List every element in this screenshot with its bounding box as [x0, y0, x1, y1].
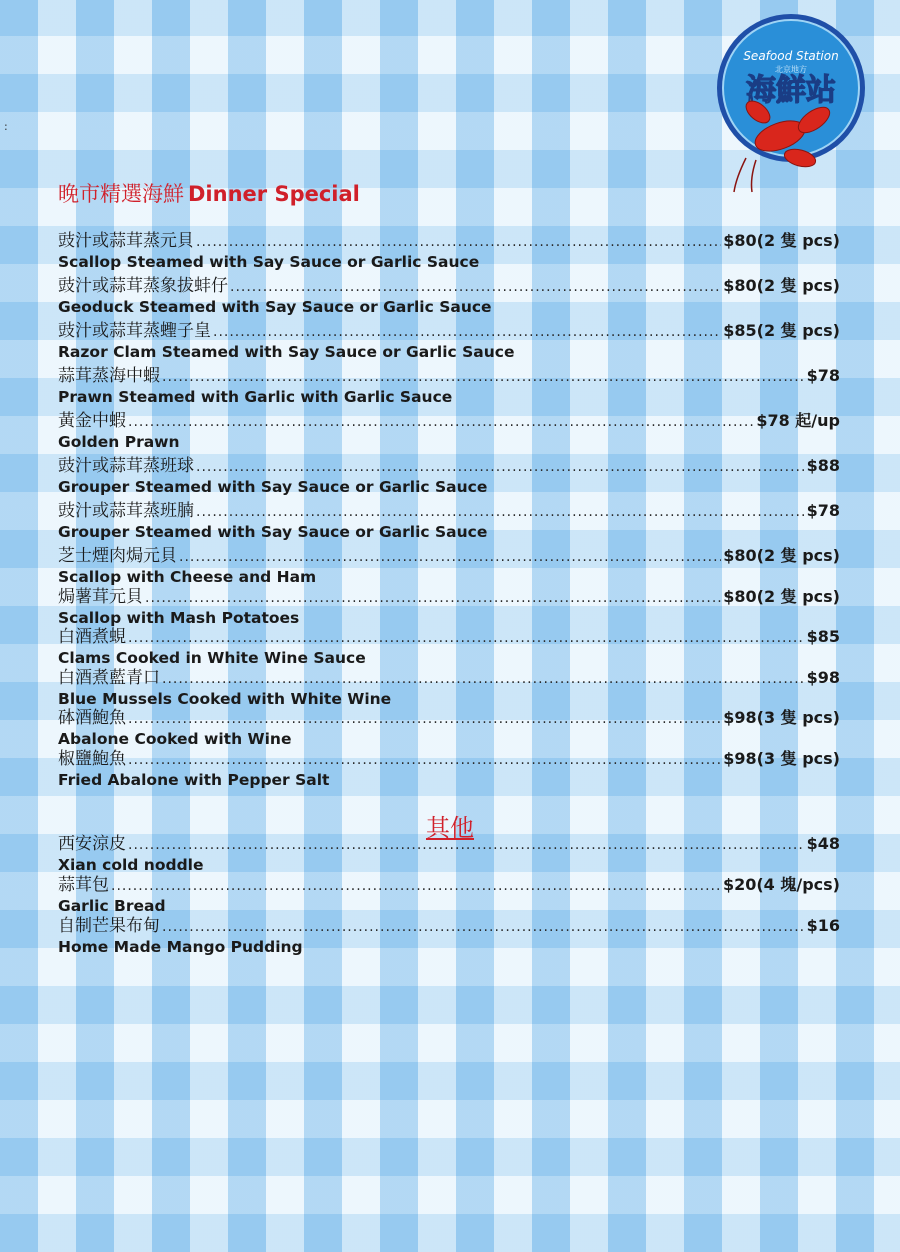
- dot-leader: [196, 501, 805, 523]
- dot-leader: [230, 276, 721, 298]
- menu-item: [58, 833, 840, 874]
- menu-item: [58, 586, 840, 627]
- menu-item: [58, 667, 840, 708]
- item-name-zh: 白酒煮蜆: [58, 627, 126, 647]
- menu-item: [58, 500, 840, 545]
- edge-mark: :: [4, 120, 8, 133]
- dot-leader: [128, 834, 805, 856]
- svg-text:Seafood Station: Seafood Station: [743, 49, 839, 63]
- dot-leader: [162, 916, 805, 938]
- menu-item: [58, 365, 840, 410]
- item-name-zh: 豉汁或蒜茸蒸班球: [58, 456, 194, 476]
- item-price: $78: [806, 366, 840, 385]
- item-name-zh: 白酒煮藍青口: [58, 667, 160, 688]
- item-name-en: Prawn Steamed with Garlic with Garlic Sauce: [58, 388, 453, 406]
- menu-item: [58, 230, 840, 275]
- item-name-en: Clams Cooked in White Wine Sauce: [58, 649, 366, 667]
- item-name-en: Garlic Bread: [58, 897, 166, 915]
- item-name-zh: 豉汁或蒜茸蒸元貝: [58, 231, 194, 251]
- item-name-en: Grouper Steamed with Say Sauce or Garlic Sauce: [58, 478, 488, 496]
- item-price: $80(2 隻 pcs): [723, 231, 840, 250]
- menu-item: [58, 626, 840, 667]
- item-name-zh: 焗薯茸元貝: [58, 586, 143, 607]
- svg-text:北京地方: 北京地方: [775, 65, 807, 74]
- dinner-title-en: Dinner Special: [188, 182, 360, 206]
- item-name-zh: 黃金中蝦: [58, 411, 126, 431]
- dot-leader: [179, 546, 721, 568]
- dinner-title-zh: 晚市精選海鮮: [58, 182, 184, 206]
- item-name-en: Razor Clam Steamed with Say Sauce or Garlic Sauce: [58, 343, 515, 361]
- menu-item: [58, 748, 840, 789]
- item-name-en: Grouper Steamed with Say Sauce or Garlic Sauce: [58, 523, 488, 541]
- item-name-en: Home Made Mango Pudding: [58, 938, 303, 956]
- item-price: $98(3 隻 pcs): [723, 708, 840, 727]
- item-name-zh: 豉汁或蒜茸蒸象拔蚌仔: [58, 276, 228, 296]
- menu-item: [58, 320, 840, 365]
- item-name-zh: 椒鹽鮑魚: [58, 748, 126, 769]
- item-price: $80(2 隻 pcs): [723, 546, 840, 565]
- item-name-zh: 豉汁或蒜茸蒸蟶子皇: [58, 321, 211, 341]
- item-price: $48: [806, 834, 840, 853]
- item-name-zh: 蒜茸蒸海中蝦: [58, 366, 160, 386]
- lobster-icon: [706, 8, 876, 193]
- item-price: $80(2 隻 pcs): [723, 586, 840, 606]
- item-price: $80(2 隻 pcs): [723, 276, 840, 295]
- item-name-en: Golden Prawn: [58, 433, 180, 451]
- item-name-zh: 蒜茸包: [58, 875, 109, 895]
- menu-item: [58, 707, 840, 748]
- dot-leader: [162, 668, 805, 690]
- menu-item: [58, 455, 840, 500]
- item-name-en: Abalone Cooked with Wine: [58, 730, 292, 748]
- item-price: $78 起/up: [756, 411, 840, 430]
- dot-leader: [111, 875, 721, 897]
- item-name-en: Scallop with Mash Potatoes: [58, 608, 300, 627]
- item-name-en: Fried Abalone with Pepper Salt: [58, 770, 330, 789]
- dot-leader: [128, 749, 721, 771]
- item-name-en: Scallop with Cheese and Ham: [58, 568, 317, 586]
- svg-text:海鮮站: 海鮮站: [746, 73, 836, 108]
- item-name-zh: 自制芒果布甸: [58, 916, 160, 936]
- item-name-en: Scallop Steamed with Say Sauce or Garlic Sauce: [58, 253, 480, 271]
- dot-leader: [162, 366, 805, 388]
- menu-item: [58, 275, 840, 320]
- item-price: $20(4 塊/pcs): [722, 875, 840, 894]
- menu-item: [58, 915, 840, 956]
- dot-leader: [128, 627, 805, 649]
- item-price: $98(3 隻 pcs): [723, 748, 840, 768]
- item-name-en: Xian cold noddle: [58, 856, 204, 874]
- item-name-en: Blue Mussels Cooked with White Wine: [58, 689, 392, 708]
- item-name-zh: 豉汁或蒜茸蒸班腩: [58, 501, 194, 521]
- dot-leader: [128, 708, 721, 730]
- menu-item: [58, 874, 840, 915]
- menu-item: [58, 410, 840, 455]
- other-menu-list: [58, 833, 840, 956]
- dinner-menu-list: [58, 230, 840, 788]
- other-title-text: 其他: [426, 814, 474, 842]
- dinner-special-title: [58, 180, 360, 208]
- item-name-zh: 西安涼皮: [58, 834, 126, 854]
- dot-leader: [196, 231, 721, 253]
- item-name-zh: 芝士煙肉焗元貝: [58, 546, 177, 566]
- item-price: $16: [806, 916, 840, 935]
- dot-leader: [213, 321, 721, 343]
- seafood-station-logo: [706, 8, 876, 193]
- item-price: $85(2 隻 pcs): [723, 321, 840, 340]
- dot-leader: [145, 587, 721, 609]
- item-price: $88: [806, 456, 840, 475]
- item-name-zh: 砵酒鮑魚: [58, 708, 126, 728]
- dot-leader: [128, 411, 754, 433]
- item-price: $78: [806, 501, 840, 520]
- item-price: $85: [806, 627, 840, 646]
- item-name-en: Geoduck Steamed with Say Sauce or Garlic Sauce: [58, 298, 492, 316]
- menu-item: [58, 545, 840, 586]
- dot-leader: [196, 456, 805, 478]
- item-price: $98: [806, 667, 840, 687]
